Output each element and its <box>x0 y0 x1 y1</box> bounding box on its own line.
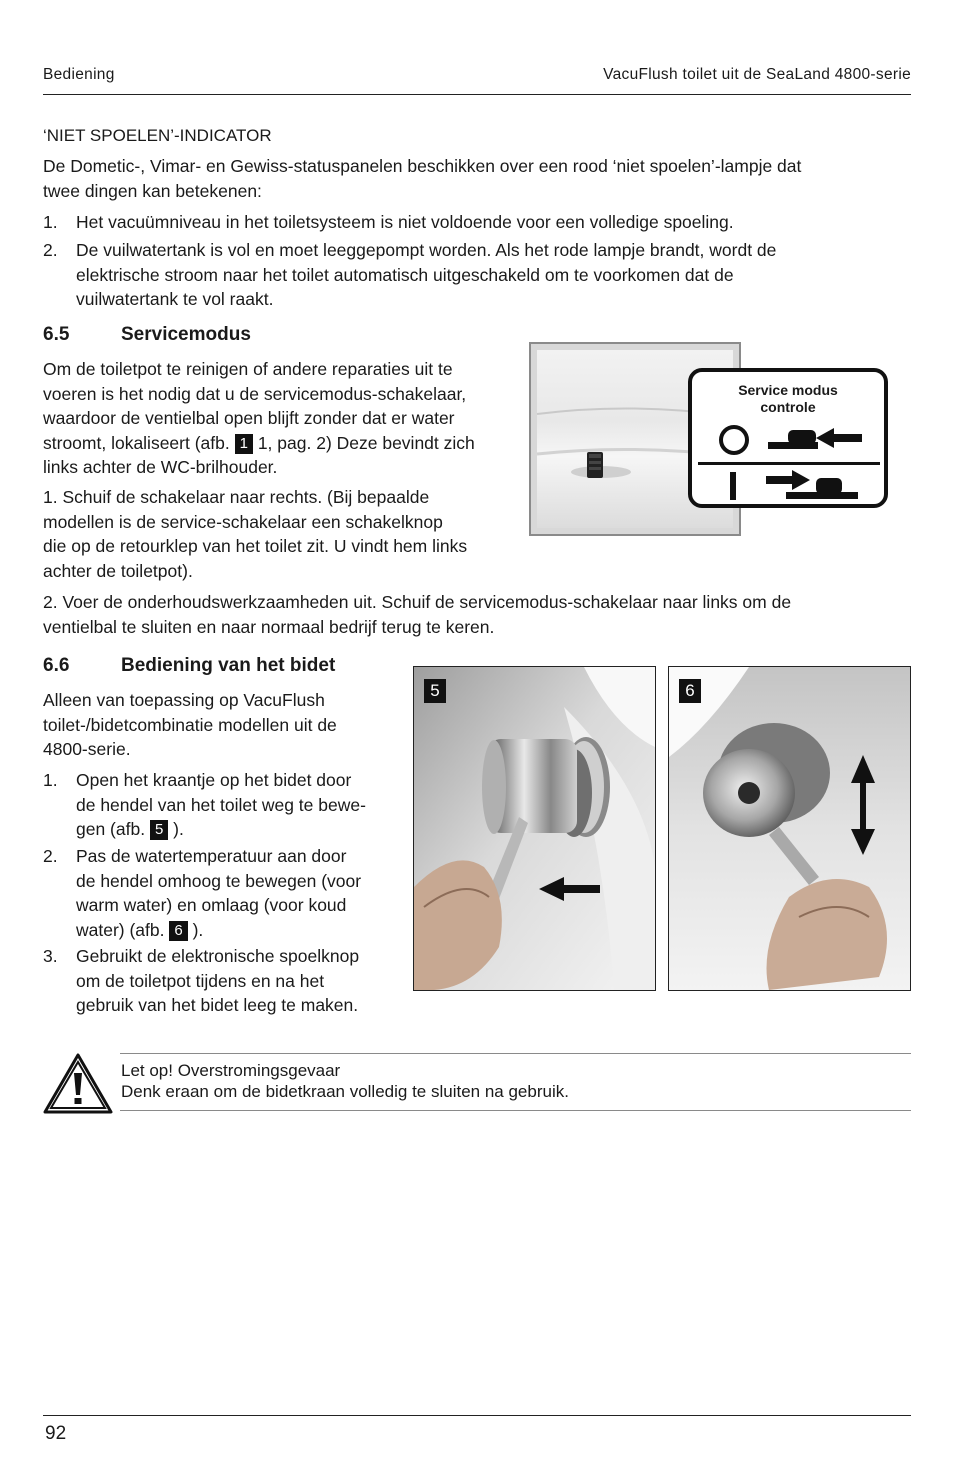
warning-text: Denk eraan om de bidetkraan volledig te sluiten na gebruik. <box>121 1082 569 1101</box>
warning-title: Let op! Overstromingsgevaar <box>121 1061 341 1080</box>
section-number: 6.6 <box>43 655 70 676</box>
list-text: om de toiletpot tijdens en na het <box>76 970 325 991</box>
paragraph-line: achter de toiletpot). <box>43 560 193 581</box>
on-bar-icon <box>730 472 736 500</box>
paragraph-text: stroomt, lokaliseert (afb. <box>43 432 230 453</box>
servicemodus-paragraph <box>43 357 528 480</box>
list-text: de hendel van het toilet weg te bewe- <box>76 794 366 815</box>
section-title: Servicemodus <box>121 324 251 345</box>
list-text: De vuilwatertank is vol en moet leeggepompt worden. Als het rode lampje brandt, wordt de <box>76 240 777 260</box>
servicemodus-step1 <box>43 485 528 583</box>
list-text: elektrische stroom naar het toilet automatisch uitgeschakeld om te voorkomen dat de <box>76 264 734 285</box>
list-number: 1. <box>43 770 58 790</box>
list-text-part: ). <box>192 919 204 940</box>
list-text-part: gen (afb. <box>76 819 146 839</box>
paragraph-line: links achter de WC-brilhouder. <box>43 457 278 477</box>
list-item <box>43 768 403 842</box>
bidet-photo-6 <box>668 666 911 991</box>
list-number: 1. <box>43 212 58 232</box>
section-title: Bediening van het bidet <box>121 655 336 676</box>
list-text <box>76 918 361 943</box>
list-text: Het vacuümniveau in het toiletsysteem is niet voldoende voor een volledige spoeling. <box>76 212 734 232</box>
list-text-part: ). <box>173 819 184 839</box>
list-text: Gebruikt de elektronische spoelknop <box>76 946 360 966</box>
warning-triangle-icon <box>43 1053 113 1115</box>
paragraph-line: 1. Schuif de schakelaar naar rechts. (Bij bepaalde <box>43 487 430 507</box>
bidet-photo-5 <box>413 666 656 991</box>
service-mode-panel <box>688 368 888 508</box>
indicator-intro-line: De Dometic-, Vimar- en Gewiss-statuspanelen beschikken over een rood ‘niet spoelen’-lampje dat <box>43 156 802 176</box>
paragraph-line <box>43 431 528 456</box>
indicator-intro-line: twee dingen kan betekenen: <box>43 180 262 201</box>
running-header-right: VacuFlush toilet uit de SeaLand 4800-serie <box>603 66 911 83</box>
warning-bottom-rule <box>120 1110 911 1111</box>
list-text-part: water) (afb. <box>76 919 165 940</box>
list-item <box>43 944 403 1018</box>
servicemodus-step2 <box>43 590 913 639</box>
indicator-intro <box>43 154 801 203</box>
paragraph-line: ventielbal te sluiten en naar normaal bedrijf terug te keren. <box>43 616 495 637</box>
list-text <box>76 817 366 842</box>
warning-top-rule <box>120 1053 911 1054</box>
paragraph-line: 2. Voer de onderhoudswerkzaamheden uit. Schuif de servicemodus-schakelaar naar links om de <box>43 592 792 612</box>
list-number: 3. <box>43 946 58 966</box>
figure-badge: 5 <box>150 820 168 840</box>
paragraph-line: Om de toiletpot te reinigen of andere reparaties uit te <box>43 359 453 379</box>
list-text: gebruik van het bidet leeg te maken. <box>76 995 359 1015</box>
figure-badge: 6 <box>169 921 187 941</box>
running-header-left: Bediening <box>43 66 115 83</box>
list-text: warm water) en omlaag (voor koud <box>76 895 347 915</box>
section-heading-6-5 <box>43 324 251 346</box>
paragraph-line: voeren is het nodig dat u de servicemodus-schakelaar, <box>43 383 467 404</box>
off-circle-icon <box>721 427 747 453</box>
paragraph-line: waardoor de ventielbal open blijft zonder dat er water <box>43 408 455 428</box>
panel-label-line: Service modus <box>738 382 838 398</box>
paragraph-line: 4800-serie. <box>43 739 131 759</box>
panel-label-line: controle <box>760 399 816 415</box>
footer-rule <box>43 1415 911 1416</box>
figure-badge: 1 <box>235 434 253 454</box>
section-heading-6-6 <box>43 655 335 677</box>
paragraph-line: modellen is de service-schakelaar een schakelknop <box>43 511 443 532</box>
paragraph-text: 1, pag. 2) Deze bevindt zich <box>257 432 475 453</box>
list-text: vuilwatertank te vol raakt. <box>76 289 274 309</box>
list-text: de hendel omhoog te bewegen (voor <box>76 870 362 891</box>
photo-number-badge: 6 <box>679 679 701 703</box>
paragraph-line: die op de retourklep van het toilet zit. U vindt hem links <box>43 536 468 556</box>
valve-closed-icon <box>768 428 862 449</box>
header-rule <box>43 94 911 95</box>
list-item <box>43 844 403 942</box>
indicator-heading: ‘NIET SPOELEN’-INDICATOR <box>43 126 272 145</box>
list-text: Pas de watertemperatuur aan door <box>76 846 347 866</box>
list-item <box>43 210 913 236</box>
list-number: 2. <box>43 240 58 260</box>
bidet-intro <box>43 688 403 762</box>
list-number: 2. <box>43 846 58 866</box>
valve-open-icon <box>766 470 858 499</box>
page-number: 92 <box>45 1423 67 1444</box>
section-number: 6.5 <box>43 324 70 345</box>
paragraph-line: Alleen van toepassing op VacuFlush <box>43 690 325 710</box>
list-text: Open het kraantje op het bidet door <box>76 770 352 790</box>
photo-number-badge: 5 <box>424 679 446 703</box>
list-item <box>43 238 913 312</box>
warning-box <box>121 1060 911 1102</box>
paragraph-line: toilet-/bidetcombinatie modellen uit de <box>43 714 337 735</box>
